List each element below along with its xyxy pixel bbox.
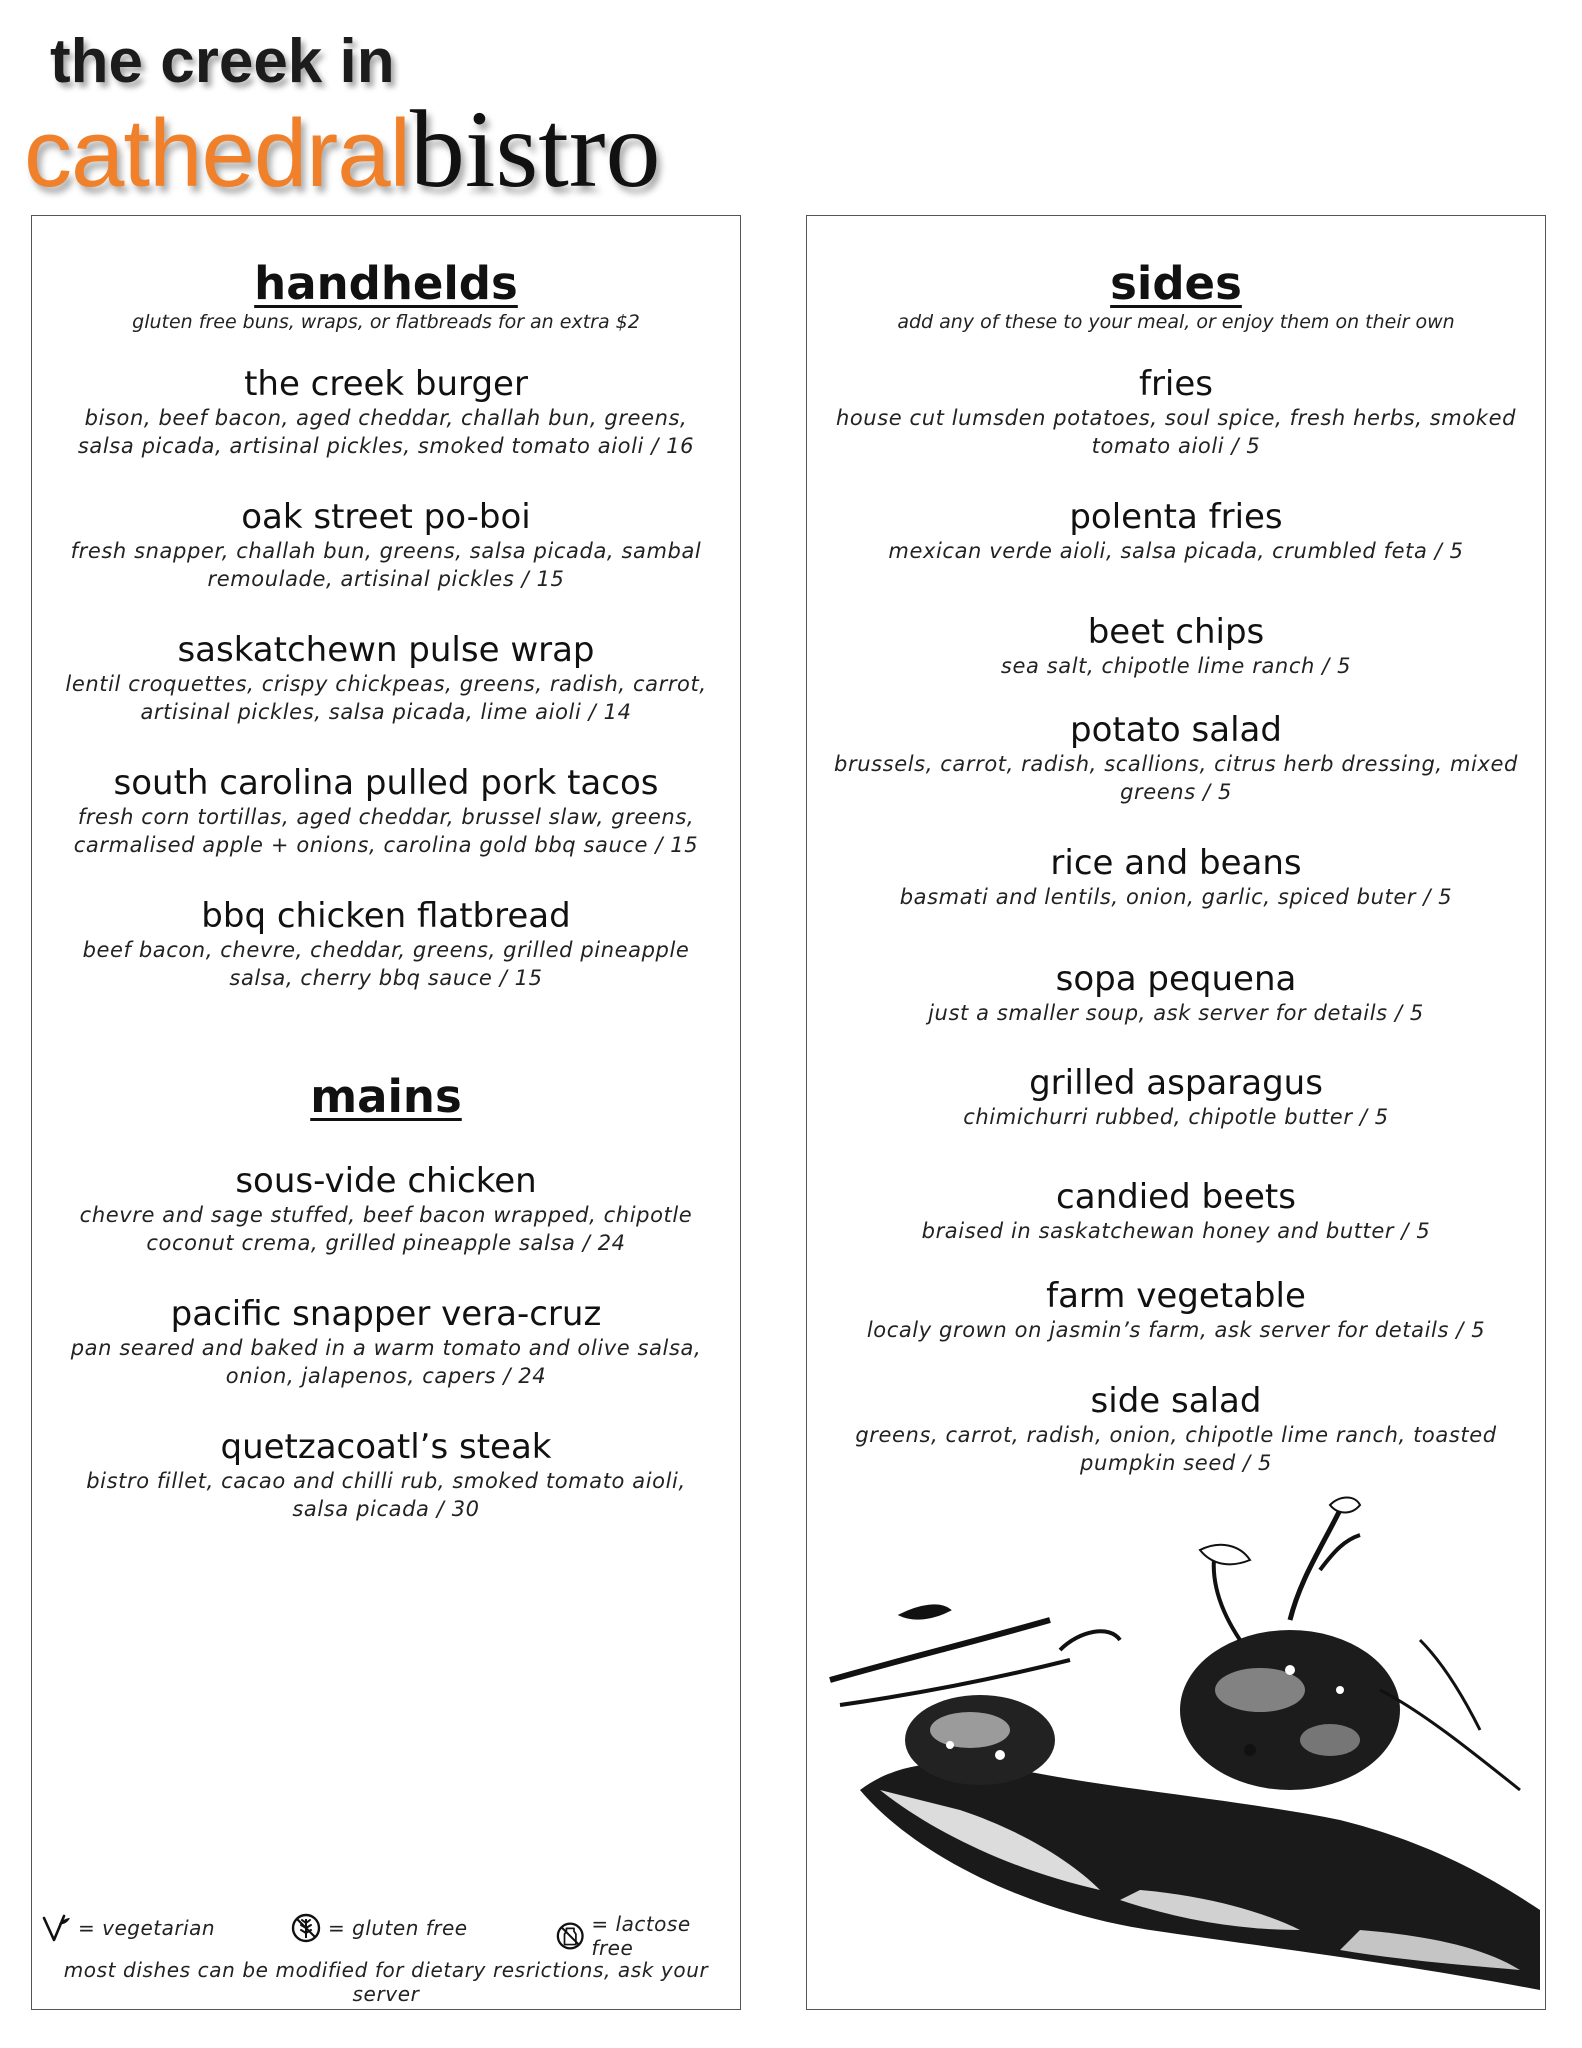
item-desc: tomato aioli / 5 bbox=[1091, 434, 1261, 458]
legend-gluten-free-label: = gluten free bbox=[328, 1916, 468, 1940]
item-name: fries bbox=[1138, 364, 1214, 404]
item-desc: chevre and sage stuffed, beef bacon wrapped, chipotle bbox=[79, 1203, 693, 1227]
item-desc: artisinal pickles, salsa picada, lime aioli / 14 bbox=[140, 700, 632, 724]
menu-item bbox=[32, 1294, 740, 1390]
legend-vegetarian-label: = vegetarian bbox=[78, 1916, 216, 1940]
item-name: oak street po-boi bbox=[241, 497, 531, 537]
menu-item bbox=[807, 1381, 1545, 1477]
logo-line-the-creek-in: the creek in bbox=[50, 27, 395, 96]
item-name: sopa pequena bbox=[1055, 959, 1297, 999]
menu-item bbox=[807, 710, 1545, 806]
item-desc: carmalised apple + onions, carolina gold bbq sauce / 15 bbox=[73, 833, 699, 857]
restaurant-logo bbox=[24, 22, 784, 210]
item-desc: beef bacon, chevre, cheddar, greens, grilled pineapple bbox=[82, 938, 690, 962]
item-desc: brussels, carrot, radish, scallions, citrus herb dressing, mixed bbox=[834, 752, 1518, 776]
menu-item bbox=[32, 896, 740, 992]
menu-item bbox=[807, 959, 1545, 1027]
logo-line-cathedral-bistro bbox=[24, 86, 660, 213]
menu-item bbox=[807, 1177, 1545, 1245]
sides-note: add any of these to your meal, or enjoy them on their own bbox=[897, 311, 1455, 333]
item-desc: localy grown on jasmin’s farm, ask server for details / 5 bbox=[866, 1318, 1486, 1342]
mains-header bbox=[32, 1071, 740, 1123]
item-desc: braised in saskatchewan honey and butter / 5 bbox=[921, 1219, 1431, 1243]
item-desc: greens / 5 bbox=[1120, 780, 1232, 804]
lactose-free-icon bbox=[555, 1920, 585, 1952]
menu-item bbox=[807, 1276, 1545, 1344]
legend-vegetarian bbox=[40, 1912, 215, 1944]
menu-item bbox=[807, 497, 1545, 565]
legend-lactose-free bbox=[555, 1912, 732, 1960]
logo-word-bistro: bistro bbox=[409, 88, 661, 210]
item-name: beet chips bbox=[1087, 612, 1265, 652]
vegetarian-icon bbox=[40, 1912, 72, 1944]
menu-item bbox=[807, 612, 1545, 680]
gluten-free-icon bbox=[290, 1912, 322, 1944]
item-desc: coconut crema, grilled pineapple salsa / 24 bbox=[146, 1231, 626, 1255]
legend-gluten-free bbox=[290, 1912, 468, 1944]
mains-title: mains bbox=[310, 1070, 462, 1123]
food-illustration bbox=[820, 1490, 1550, 2000]
menu-item bbox=[32, 497, 740, 593]
item-name: sous-vide chicken bbox=[235, 1161, 537, 1201]
legend-lactose-free-label: = lactose free bbox=[591, 1912, 691, 1960]
left-menu-panel bbox=[31, 215, 741, 2010]
item-desc: salsa, cherry bbq sauce / 15 bbox=[229, 966, 543, 990]
item-desc: bison, beef bacon, aged cheddar, challah bun, greens, bbox=[84, 406, 688, 430]
item-name: polenta fries bbox=[1069, 497, 1283, 537]
menu-item bbox=[32, 364, 740, 460]
item-name: quetzacoatl’s steak bbox=[220, 1427, 552, 1467]
dietary-footnote: most dishes can be modified for dietary resrictions, ask your server bbox=[63, 1958, 709, 2006]
item-name: side salad bbox=[1090, 1381, 1262, 1421]
item-name: south carolina pulled pork tacos bbox=[113, 763, 659, 803]
logo-word-cathedral: cathedral bbox=[24, 100, 410, 207]
item-name: the creek burger bbox=[244, 364, 528, 404]
menu-item bbox=[32, 630, 740, 726]
handhelds-note: gluten free buns, wraps, or flatbreads for an extra $2 bbox=[132, 311, 640, 333]
item-name: candied beets bbox=[1056, 1177, 1296, 1217]
item-name: bbq chicken flatbread bbox=[201, 896, 571, 936]
item-desc: onion, jalapenos, capers / 24 bbox=[225, 1364, 547, 1388]
item-desc: fresh snapper, challah bun, greens, salsa picada, sambal bbox=[70, 539, 702, 563]
item-desc: house cut lumsden potatoes, soul spice, fresh herbs, smoked bbox=[835, 406, 1517, 430]
item-desc: chimichurri rubbed, chipotle butter / 5 bbox=[963, 1105, 1389, 1129]
item-name: saskatchewn pulse wrap bbox=[177, 630, 595, 670]
item-desc: pumpkin seed / 5 bbox=[1080, 1451, 1272, 1475]
item-name: pacific snapper vera-cruz bbox=[170, 1294, 602, 1334]
item-name: grilled asparagus bbox=[1029, 1063, 1323, 1103]
menu-item bbox=[32, 763, 740, 859]
item-desc: sea salt, chipotle lime ranch / 5 bbox=[1000, 654, 1352, 678]
menu-item bbox=[32, 1427, 740, 1523]
item-desc: bistro fillet, cacao and chilli rub, smoked tomato aioli, bbox=[86, 1469, 686, 1493]
sides-title: sides bbox=[1110, 257, 1242, 310]
dietary-legend bbox=[40, 1912, 732, 1960]
item-name: farm vegetable bbox=[1046, 1276, 1306, 1316]
handhelds-title: handhelds bbox=[254, 257, 518, 310]
item-desc: fresh corn tortillas, aged cheddar, brussel slaw, greens, bbox=[77, 805, 695, 829]
item-desc: greens, carrot, radish, onion, chipotle lime ranch, toasted bbox=[855, 1423, 1497, 1447]
menu-item bbox=[807, 843, 1545, 911]
item-desc: lentil croquettes, crispy chickpeas, greens, radish, carrot, bbox=[65, 672, 707, 696]
item-desc: remoulade, artisinal pickles / 15 bbox=[207, 567, 565, 591]
handhelds-header bbox=[32, 258, 740, 334]
menu-item bbox=[807, 1063, 1545, 1131]
item-desc: basmati and lentils, onion, garlic, spiced buter / 5 bbox=[899, 885, 1453, 909]
item-desc: salsa picada, artisinal pickles, smoked tomato aioli / 16 bbox=[77, 434, 695, 458]
item-desc: salsa picada / 30 bbox=[292, 1497, 480, 1521]
item-desc: pan seared and baked in a warm tomato and olive salsa, bbox=[70, 1336, 702, 1360]
item-name: potato salad bbox=[1070, 710, 1282, 750]
sides-header bbox=[807, 258, 1545, 334]
item-desc: just a smaller soup, ask server for details / 5 bbox=[928, 1001, 1424, 1025]
item-desc: mexican verde aioli, salsa picada, crumbled feta / 5 bbox=[888, 539, 1464, 563]
menu-item bbox=[807, 364, 1545, 460]
item-name: rice and beans bbox=[1050, 843, 1302, 883]
menu-item bbox=[32, 1161, 740, 1257]
